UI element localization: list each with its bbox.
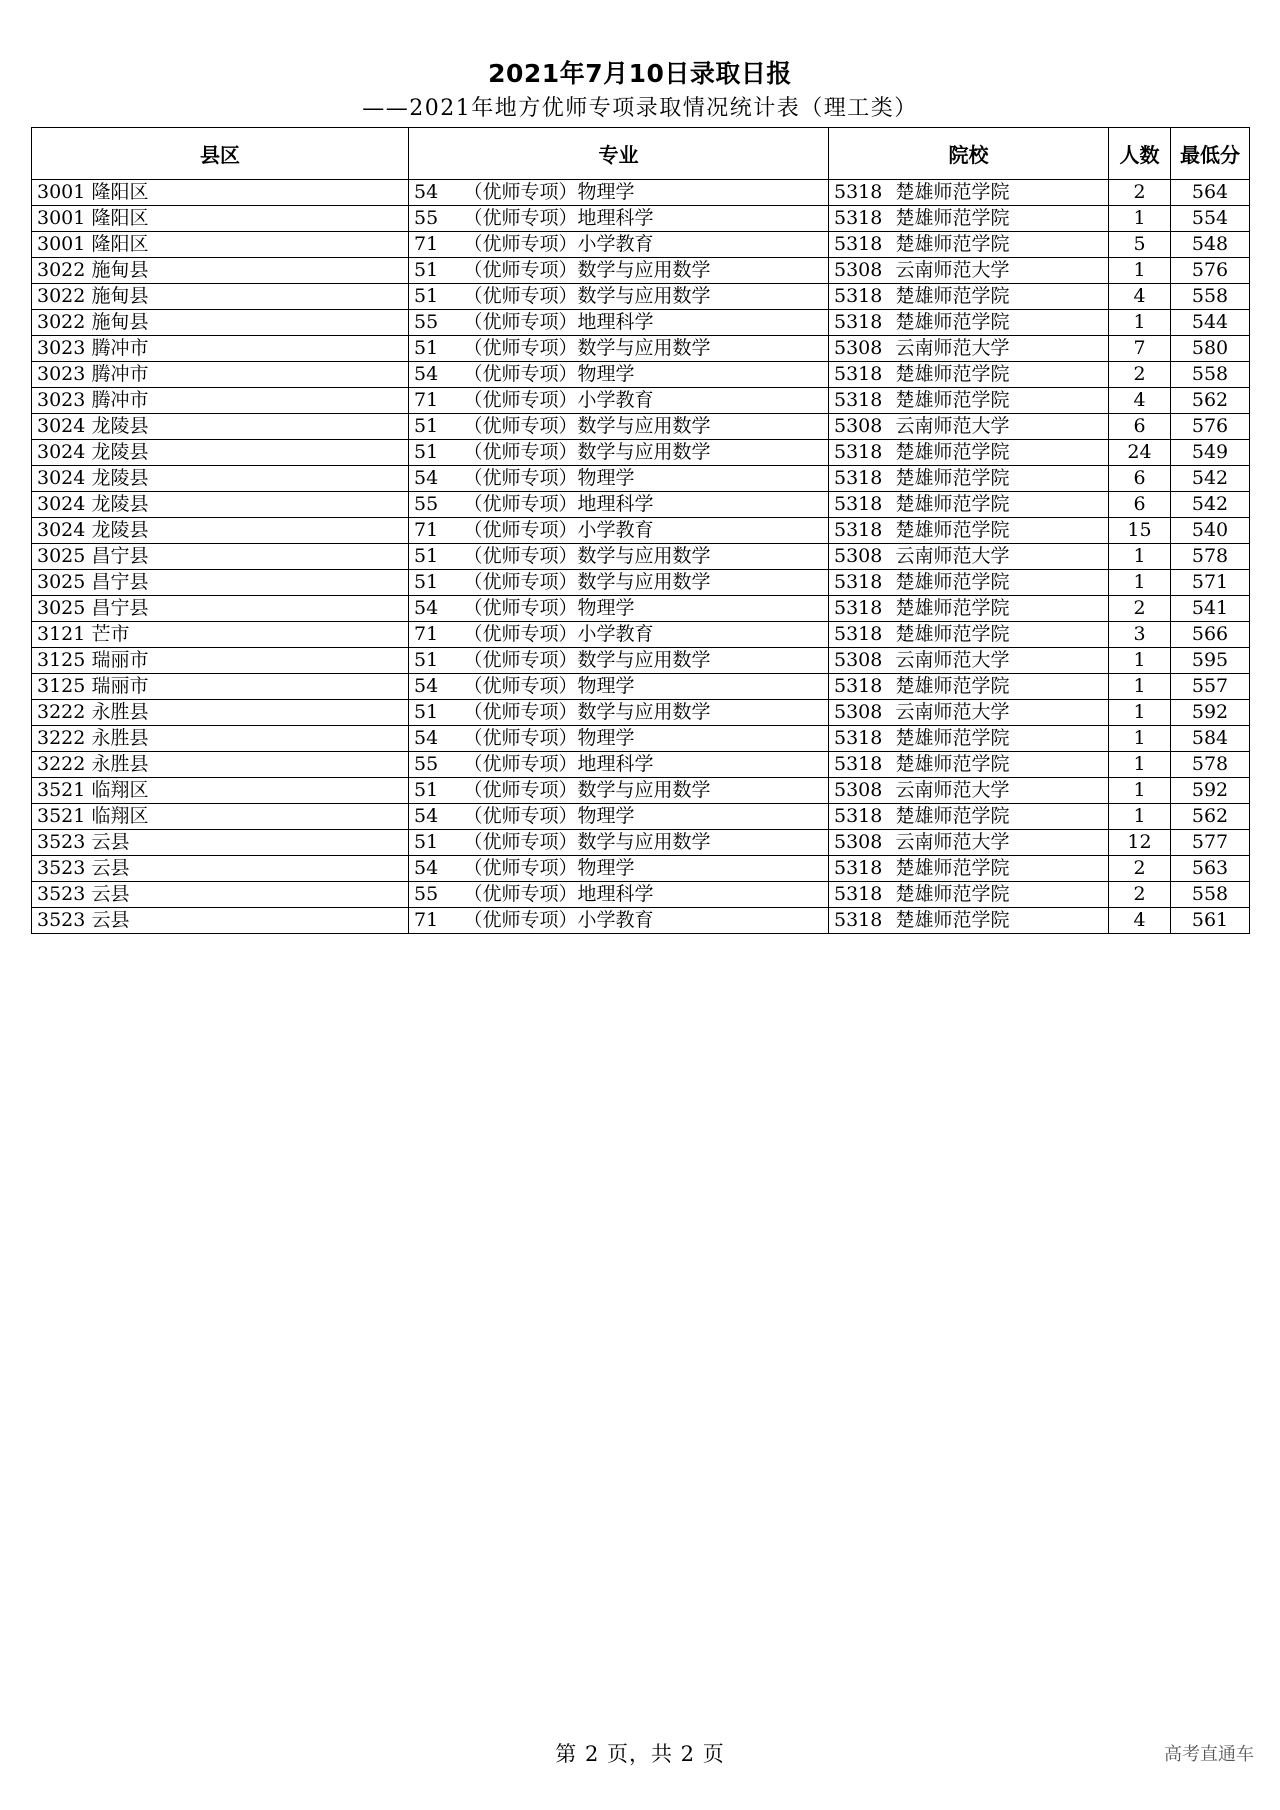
min-score-cell: 549 xyxy=(1171,440,1250,466)
school-code-cell: 5318 xyxy=(829,206,892,232)
school-name-cell: 楚雄师范学院 xyxy=(892,596,1109,622)
major-code-cell: 54 xyxy=(409,362,460,388)
county-name-cell: 永胜县 xyxy=(88,726,409,752)
county-code-cell: 3521 xyxy=(32,804,88,830)
table-row xyxy=(32,856,1250,882)
admitted-count-cell: 6 xyxy=(1109,414,1171,440)
table-body xyxy=(32,180,1250,934)
table-header-row xyxy=(32,128,1250,180)
major-name-cell: （优师专项）物理学 xyxy=(460,726,829,752)
county-code-cell: 3121 xyxy=(32,622,88,648)
admitted-count-cell: 2 xyxy=(1109,180,1171,206)
major-name-cell: （优师专项）数学与应用数学 xyxy=(460,700,829,726)
major-name-cell: （优师专项）小学教育 xyxy=(460,232,829,258)
major-name-cell: （优师专项）小学教育 xyxy=(460,518,829,544)
major-code-cell: 54 xyxy=(409,726,460,752)
county-name-cell: 腾冲市 xyxy=(88,362,409,388)
min-score-cell: 542 xyxy=(1171,492,1250,518)
county-code-cell: 3222 xyxy=(32,700,88,726)
admitted-count-cell: 1 xyxy=(1109,648,1171,674)
admitted-count-cell: 1 xyxy=(1109,570,1171,596)
school-code-cell: 5318 xyxy=(829,726,892,752)
major-code-cell: 51 xyxy=(409,336,460,362)
admitted-count-cell: 1 xyxy=(1109,310,1171,336)
major-code-cell: 71 xyxy=(409,232,460,258)
page-number: 第 2 页，共 2 页 xyxy=(555,1742,725,1766)
county-code-cell: 3022 xyxy=(32,258,88,284)
school-name-cell: 楚雄师范学院 xyxy=(892,804,1109,830)
county-code-cell: 3001 xyxy=(32,180,88,206)
county-name-cell: 施甸县 xyxy=(88,284,409,310)
school-name-cell: 云南师范大学 xyxy=(892,700,1109,726)
major-code-cell: 55 xyxy=(409,882,460,908)
school-code-cell: 5318 xyxy=(829,908,892,934)
major-name-cell: （优师专项）数学与应用数学 xyxy=(460,544,829,570)
admitted-count-cell: 1 xyxy=(1109,544,1171,570)
admitted-count-cell: 1 xyxy=(1109,258,1171,284)
county-name-cell: 临翔区 xyxy=(88,804,409,830)
major-name-cell: （优师专项）数学与应用数学 xyxy=(460,778,829,804)
county-code-cell: 3023 xyxy=(32,362,88,388)
min-score-cell: 578 xyxy=(1171,544,1250,570)
min-score-cell: 584 xyxy=(1171,726,1250,752)
school-name-cell: 楚雄师范学院 xyxy=(892,284,1109,310)
major-name-cell: （优师专项）物理学 xyxy=(460,674,829,700)
header-county: 县区 xyxy=(32,128,409,180)
school-code-cell: 5308 xyxy=(829,700,892,726)
school-code-cell: 5308 xyxy=(829,336,892,362)
major-code-cell: 51 xyxy=(409,648,460,674)
min-score-cell: 571 xyxy=(1171,570,1250,596)
school-name-cell: 楚雄师范学院 xyxy=(892,310,1109,336)
county-name-cell: 云县 xyxy=(88,908,409,934)
major-code-cell: 71 xyxy=(409,518,460,544)
major-code-cell: 51 xyxy=(409,284,460,310)
min-score-cell: 566 xyxy=(1171,622,1250,648)
admitted-count-cell: 2 xyxy=(1109,362,1171,388)
page-title: 2021年7月10日录取日报 xyxy=(488,59,792,88)
county-name-cell: 云县 xyxy=(88,882,409,908)
table-row xyxy=(32,310,1250,336)
county-name-cell: 昌宁县 xyxy=(88,596,409,622)
table-row xyxy=(32,726,1250,752)
school-name-cell: 楚雄师范学院 xyxy=(892,752,1109,778)
major-name-cell: （优师专项）小学教育 xyxy=(460,388,829,414)
county-name-cell: 龙陵县 xyxy=(88,414,409,440)
county-code-cell: 3523 xyxy=(32,856,88,882)
county-code-cell: 3001 xyxy=(32,206,88,232)
min-score-cell: 541 xyxy=(1171,596,1250,622)
county-code-cell: 3025 xyxy=(32,570,88,596)
major-name-cell: （优师专项）数学与应用数学 xyxy=(460,830,829,856)
major-name-cell: （优师专项）地理科学 xyxy=(460,206,829,232)
school-code-cell: 5308 xyxy=(829,414,892,440)
school-name-cell: 楚雄师范学院 xyxy=(892,180,1109,206)
min-score-cell: 558 xyxy=(1171,882,1250,908)
county-name-cell: 龙陵县 xyxy=(88,518,409,544)
min-score-cell: 592 xyxy=(1171,700,1250,726)
table-row xyxy=(32,648,1250,674)
school-code-cell: 5318 xyxy=(829,622,892,648)
min-score-cell: 563 xyxy=(1171,856,1250,882)
min-score-cell: 544 xyxy=(1171,310,1250,336)
school-code-cell: 5318 xyxy=(829,180,892,206)
county-name-cell: 隆阳区 xyxy=(88,206,409,232)
min-score-cell: 548 xyxy=(1171,232,1250,258)
school-name-cell: 楚雄师范学院 xyxy=(892,518,1109,544)
school-code-cell: 5318 xyxy=(829,310,892,336)
major-code-cell: 54 xyxy=(409,596,460,622)
school-code-cell: 5308 xyxy=(829,544,892,570)
table-row xyxy=(32,544,1250,570)
major-name-cell: （优师专项）物理学 xyxy=(460,596,829,622)
major-name-cell: （优师专项）物理学 xyxy=(460,362,829,388)
major-code-cell: 54 xyxy=(409,180,460,206)
header-school: 院校 xyxy=(829,128,1109,180)
table-row xyxy=(32,622,1250,648)
school-name-cell: 云南师范大学 xyxy=(892,414,1109,440)
major-code-cell: 51 xyxy=(409,544,460,570)
major-code-cell: 51 xyxy=(409,778,460,804)
county-name-cell: 瑞丽市 xyxy=(88,674,409,700)
min-score-cell: 578 xyxy=(1171,752,1250,778)
admitted-count-cell: 12 xyxy=(1109,830,1171,856)
school-name-cell: 楚雄师范学院 xyxy=(892,440,1109,466)
table-row xyxy=(32,362,1250,388)
admitted-count-cell: 24 xyxy=(1109,440,1171,466)
school-name-cell: 楚雄师范学院 xyxy=(892,362,1109,388)
major-name-cell: （优师专项）数学与应用数学 xyxy=(460,284,829,310)
county-code-cell: 3022 xyxy=(32,310,88,336)
table-row xyxy=(32,804,1250,830)
major-name-cell: （优师专项）物理学 xyxy=(460,804,829,830)
major-name-cell: （优师专项）数学与应用数学 xyxy=(460,648,829,674)
table-row xyxy=(32,206,1250,232)
school-code-cell: 5318 xyxy=(829,440,892,466)
major-code-cell: 51 xyxy=(409,258,460,284)
min-score-cell: 561 xyxy=(1171,908,1250,934)
school-code-cell: 5318 xyxy=(829,518,892,544)
major-code-cell: 54 xyxy=(409,856,460,882)
school-code-cell: 5318 xyxy=(829,856,892,882)
admitted-count-cell: 4 xyxy=(1109,284,1171,310)
county-name-cell: 永胜县 xyxy=(88,700,409,726)
major-code-cell: 51 xyxy=(409,414,460,440)
min-score-cell: 558 xyxy=(1171,284,1250,310)
county-code-cell: 3025 xyxy=(32,596,88,622)
min-score-cell: 557 xyxy=(1171,674,1250,700)
table-row xyxy=(32,778,1250,804)
table-row xyxy=(32,258,1250,284)
min-score-cell: 592 xyxy=(1171,778,1250,804)
county-name-cell: 永胜县 xyxy=(88,752,409,778)
county-name-cell: 施甸县 xyxy=(88,258,409,284)
school-code-cell: 5318 xyxy=(829,232,892,258)
county-code-cell: 3523 xyxy=(32,830,88,856)
school-name-cell: 楚雄师范学院 xyxy=(892,232,1109,258)
min-score-cell: 595 xyxy=(1171,648,1250,674)
major-name-cell: （优师专项）地理科学 xyxy=(460,752,829,778)
table-row xyxy=(32,466,1250,492)
school-name-cell: 云南师范大学 xyxy=(892,258,1109,284)
school-name-cell: 楚雄师范学院 xyxy=(892,492,1109,518)
school-code-cell: 5318 xyxy=(829,492,892,518)
major-name-cell: （优师专项）数学与应用数学 xyxy=(460,258,829,284)
school-code-cell: 5318 xyxy=(829,882,892,908)
major-name-cell: （优师专项）物理学 xyxy=(460,466,829,492)
county-code-cell: 3023 xyxy=(32,336,88,362)
county-name-cell: 龙陵县 xyxy=(88,492,409,518)
county-name-cell: 瑞丽市 xyxy=(88,648,409,674)
admitted-count-cell: 4 xyxy=(1109,908,1171,934)
school-name-cell: 楚雄师范学院 xyxy=(892,856,1109,882)
admitted-count-cell: 2 xyxy=(1109,882,1171,908)
major-name-cell: （优师专项）数学与应用数学 xyxy=(460,440,829,466)
county-name-cell: 隆阳区 xyxy=(88,232,409,258)
county-code-cell: 3521 xyxy=(32,778,88,804)
county-code-cell: 3125 xyxy=(32,674,88,700)
admitted-count-cell: 2 xyxy=(1109,856,1171,882)
major-name-cell: （优师专项）小学教育 xyxy=(460,908,829,934)
table-row xyxy=(32,752,1250,778)
school-code-cell: 5318 xyxy=(829,674,892,700)
major-code-cell: 54 xyxy=(409,466,460,492)
table-row xyxy=(32,570,1250,596)
major-name-cell: （优师专项）地理科学 xyxy=(460,492,829,518)
county-name-cell: 昌宁县 xyxy=(88,570,409,596)
school-name-cell: 云南师范大学 xyxy=(892,830,1109,856)
school-name-cell: 楚雄师范学院 xyxy=(892,206,1109,232)
county-name-cell: 昌宁县 xyxy=(88,544,409,570)
admitted-count-cell: 15 xyxy=(1109,518,1171,544)
admitted-count-cell: 5 xyxy=(1109,232,1171,258)
school-code-cell: 5318 xyxy=(829,388,892,414)
school-code-cell: 5318 xyxy=(829,570,892,596)
county-name-cell: 腾冲市 xyxy=(88,388,409,414)
county-code-cell: 3001 xyxy=(32,232,88,258)
table-row xyxy=(32,908,1250,934)
school-code-cell: 5308 xyxy=(829,648,892,674)
table-row xyxy=(32,830,1250,856)
admitted-count-cell: 4 xyxy=(1109,388,1171,414)
county-name-cell: 龙陵县 xyxy=(88,440,409,466)
school-name-cell: 楚雄师范学院 xyxy=(892,388,1109,414)
school-name-cell: 楚雄师范学院 xyxy=(892,726,1109,752)
county-code-cell: 3024 xyxy=(32,414,88,440)
major-name-cell: （优师专项）地理科学 xyxy=(460,310,829,336)
admitted-count-cell: 7 xyxy=(1109,336,1171,362)
county-code-cell: 3523 xyxy=(32,882,88,908)
county-code-cell: 3523 xyxy=(32,908,88,934)
min-score-cell: 576 xyxy=(1171,414,1250,440)
min-score-cell: 577 xyxy=(1171,830,1250,856)
header-min-score: 最低分 xyxy=(1171,128,1250,180)
min-score-cell: 562 xyxy=(1171,388,1250,414)
min-score-cell: 558 xyxy=(1171,362,1250,388)
school-name-cell: 楚雄师范学院 xyxy=(892,908,1109,934)
county-code-cell: 3024 xyxy=(32,466,88,492)
table-row xyxy=(32,388,1250,414)
county-name-cell: 临翔区 xyxy=(88,778,409,804)
table-row xyxy=(32,336,1250,362)
table-row xyxy=(32,440,1250,466)
county-code-cell: 3024 xyxy=(32,518,88,544)
table-row xyxy=(32,492,1250,518)
school-code-cell: 5308 xyxy=(829,778,892,804)
major-code-cell: 55 xyxy=(409,310,460,336)
admitted-count-cell: 1 xyxy=(1109,700,1171,726)
school-name-cell: 云南师范大学 xyxy=(892,336,1109,362)
major-code-cell: 54 xyxy=(409,674,460,700)
major-code-cell: 55 xyxy=(409,206,460,232)
county-code-cell: 3024 xyxy=(32,440,88,466)
county-code-cell: 3222 xyxy=(32,726,88,752)
min-score-cell: 580 xyxy=(1171,336,1250,362)
county-name-cell: 云县 xyxy=(88,830,409,856)
admitted-count-cell: 1 xyxy=(1109,778,1171,804)
school-code-cell: 5318 xyxy=(829,362,892,388)
admitted-count-cell: 1 xyxy=(1109,674,1171,700)
admitted-count-cell: 1 xyxy=(1109,752,1171,778)
school-name-cell: 楚雄师范学院 xyxy=(892,882,1109,908)
county-code-cell: 3022 xyxy=(32,284,88,310)
major-code-cell: 51 xyxy=(409,700,460,726)
table-row xyxy=(32,882,1250,908)
major-code-cell: 71 xyxy=(409,908,460,934)
table-row xyxy=(32,414,1250,440)
admitted-count-cell: 1 xyxy=(1109,804,1171,830)
major-name-cell: （优师专项）物理学 xyxy=(460,856,829,882)
table-row xyxy=(32,180,1250,206)
county-code-cell: 3023 xyxy=(32,388,88,414)
county-code-cell: 3125 xyxy=(32,648,88,674)
min-score-cell: 554 xyxy=(1171,206,1250,232)
table-row xyxy=(32,518,1250,544)
min-score-cell: 562 xyxy=(1171,804,1250,830)
header-major: 专业 xyxy=(409,128,829,180)
school-name-cell: 云南师范大学 xyxy=(892,544,1109,570)
school-code-cell: 5308 xyxy=(829,258,892,284)
admitted-count-cell: 1 xyxy=(1109,206,1171,232)
min-score-cell: 564 xyxy=(1171,180,1250,206)
county-name-cell: 云县 xyxy=(88,856,409,882)
school-name-cell: 楚雄师范学院 xyxy=(892,570,1109,596)
county-code-cell: 3024 xyxy=(32,492,88,518)
major-code-cell: 51 xyxy=(409,830,460,856)
admitted-count-cell: 3 xyxy=(1109,622,1171,648)
major-name-cell: （优师专项）数学与应用数学 xyxy=(460,570,829,596)
county-code-cell: 3222 xyxy=(32,752,88,778)
min-score-cell: 576 xyxy=(1171,258,1250,284)
county-name-cell: 腾冲市 xyxy=(88,336,409,362)
school-name-cell: 楚雄师范学院 xyxy=(892,674,1109,700)
source-label: 高考直通车 xyxy=(1164,1744,1254,1765)
header-count: 人数 xyxy=(1109,128,1171,180)
major-code-cell: 55 xyxy=(409,752,460,778)
major-code-cell: 71 xyxy=(409,622,460,648)
county-name-cell: 隆阳区 xyxy=(88,180,409,206)
table-row xyxy=(32,674,1250,700)
county-code-cell: 3025 xyxy=(32,544,88,570)
major-name-cell: （优师专项）数学与应用数学 xyxy=(460,336,829,362)
school-name-cell: 云南师范大学 xyxy=(892,648,1109,674)
school-name-cell: 云南师范大学 xyxy=(892,778,1109,804)
major-code-cell: 51 xyxy=(409,570,460,596)
school-code-cell: 5318 xyxy=(829,284,892,310)
table-row xyxy=(32,284,1250,310)
admitted-count-cell: 6 xyxy=(1109,492,1171,518)
school-code-cell: 5318 xyxy=(829,596,892,622)
min-score-cell: 540 xyxy=(1171,518,1250,544)
county-name-cell: 施甸县 xyxy=(88,310,409,336)
school-name-cell: 楚雄师范学院 xyxy=(892,622,1109,648)
county-name-cell: 芒市 xyxy=(88,622,409,648)
major-code-cell: 54 xyxy=(409,804,460,830)
school-code-cell: 5318 xyxy=(829,804,892,830)
major-code-cell: 51 xyxy=(409,440,460,466)
school-code-cell: 5318 xyxy=(829,752,892,778)
major-code-cell: 55 xyxy=(409,492,460,518)
admitted-count-cell: 2 xyxy=(1109,596,1171,622)
admission-table xyxy=(31,127,1250,934)
major-name-cell: （优师专项）数学与应用数学 xyxy=(460,414,829,440)
county-name-cell: 龙陵县 xyxy=(88,466,409,492)
min-score-cell: 542 xyxy=(1171,466,1250,492)
major-name-cell: （优师专项）地理科学 xyxy=(460,882,829,908)
school-code-cell: 5318 xyxy=(829,466,892,492)
major-code-cell: 71 xyxy=(409,388,460,414)
admitted-count-cell: 1 xyxy=(1109,726,1171,752)
major-name-cell: （优师专项）物理学 xyxy=(460,180,829,206)
school-name-cell: 楚雄师范学院 xyxy=(892,466,1109,492)
page-subtitle: ——2021年地方优师专项录取情况统计表（理工类） xyxy=(362,96,918,121)
school-code-cell: 5308 xyxy=(829,830,892,856)
major-name-cell: （优师专项）小学教育 xyxy=(460,622,829,648)
admitted-count-cell: 6 xyxy=(1109,466,1171,492)
table-row xyxy=(32,596,1250,622)
table-row xyxy=(32,700,1250,726)
table-row xyxy=(32,232,1250,258)
